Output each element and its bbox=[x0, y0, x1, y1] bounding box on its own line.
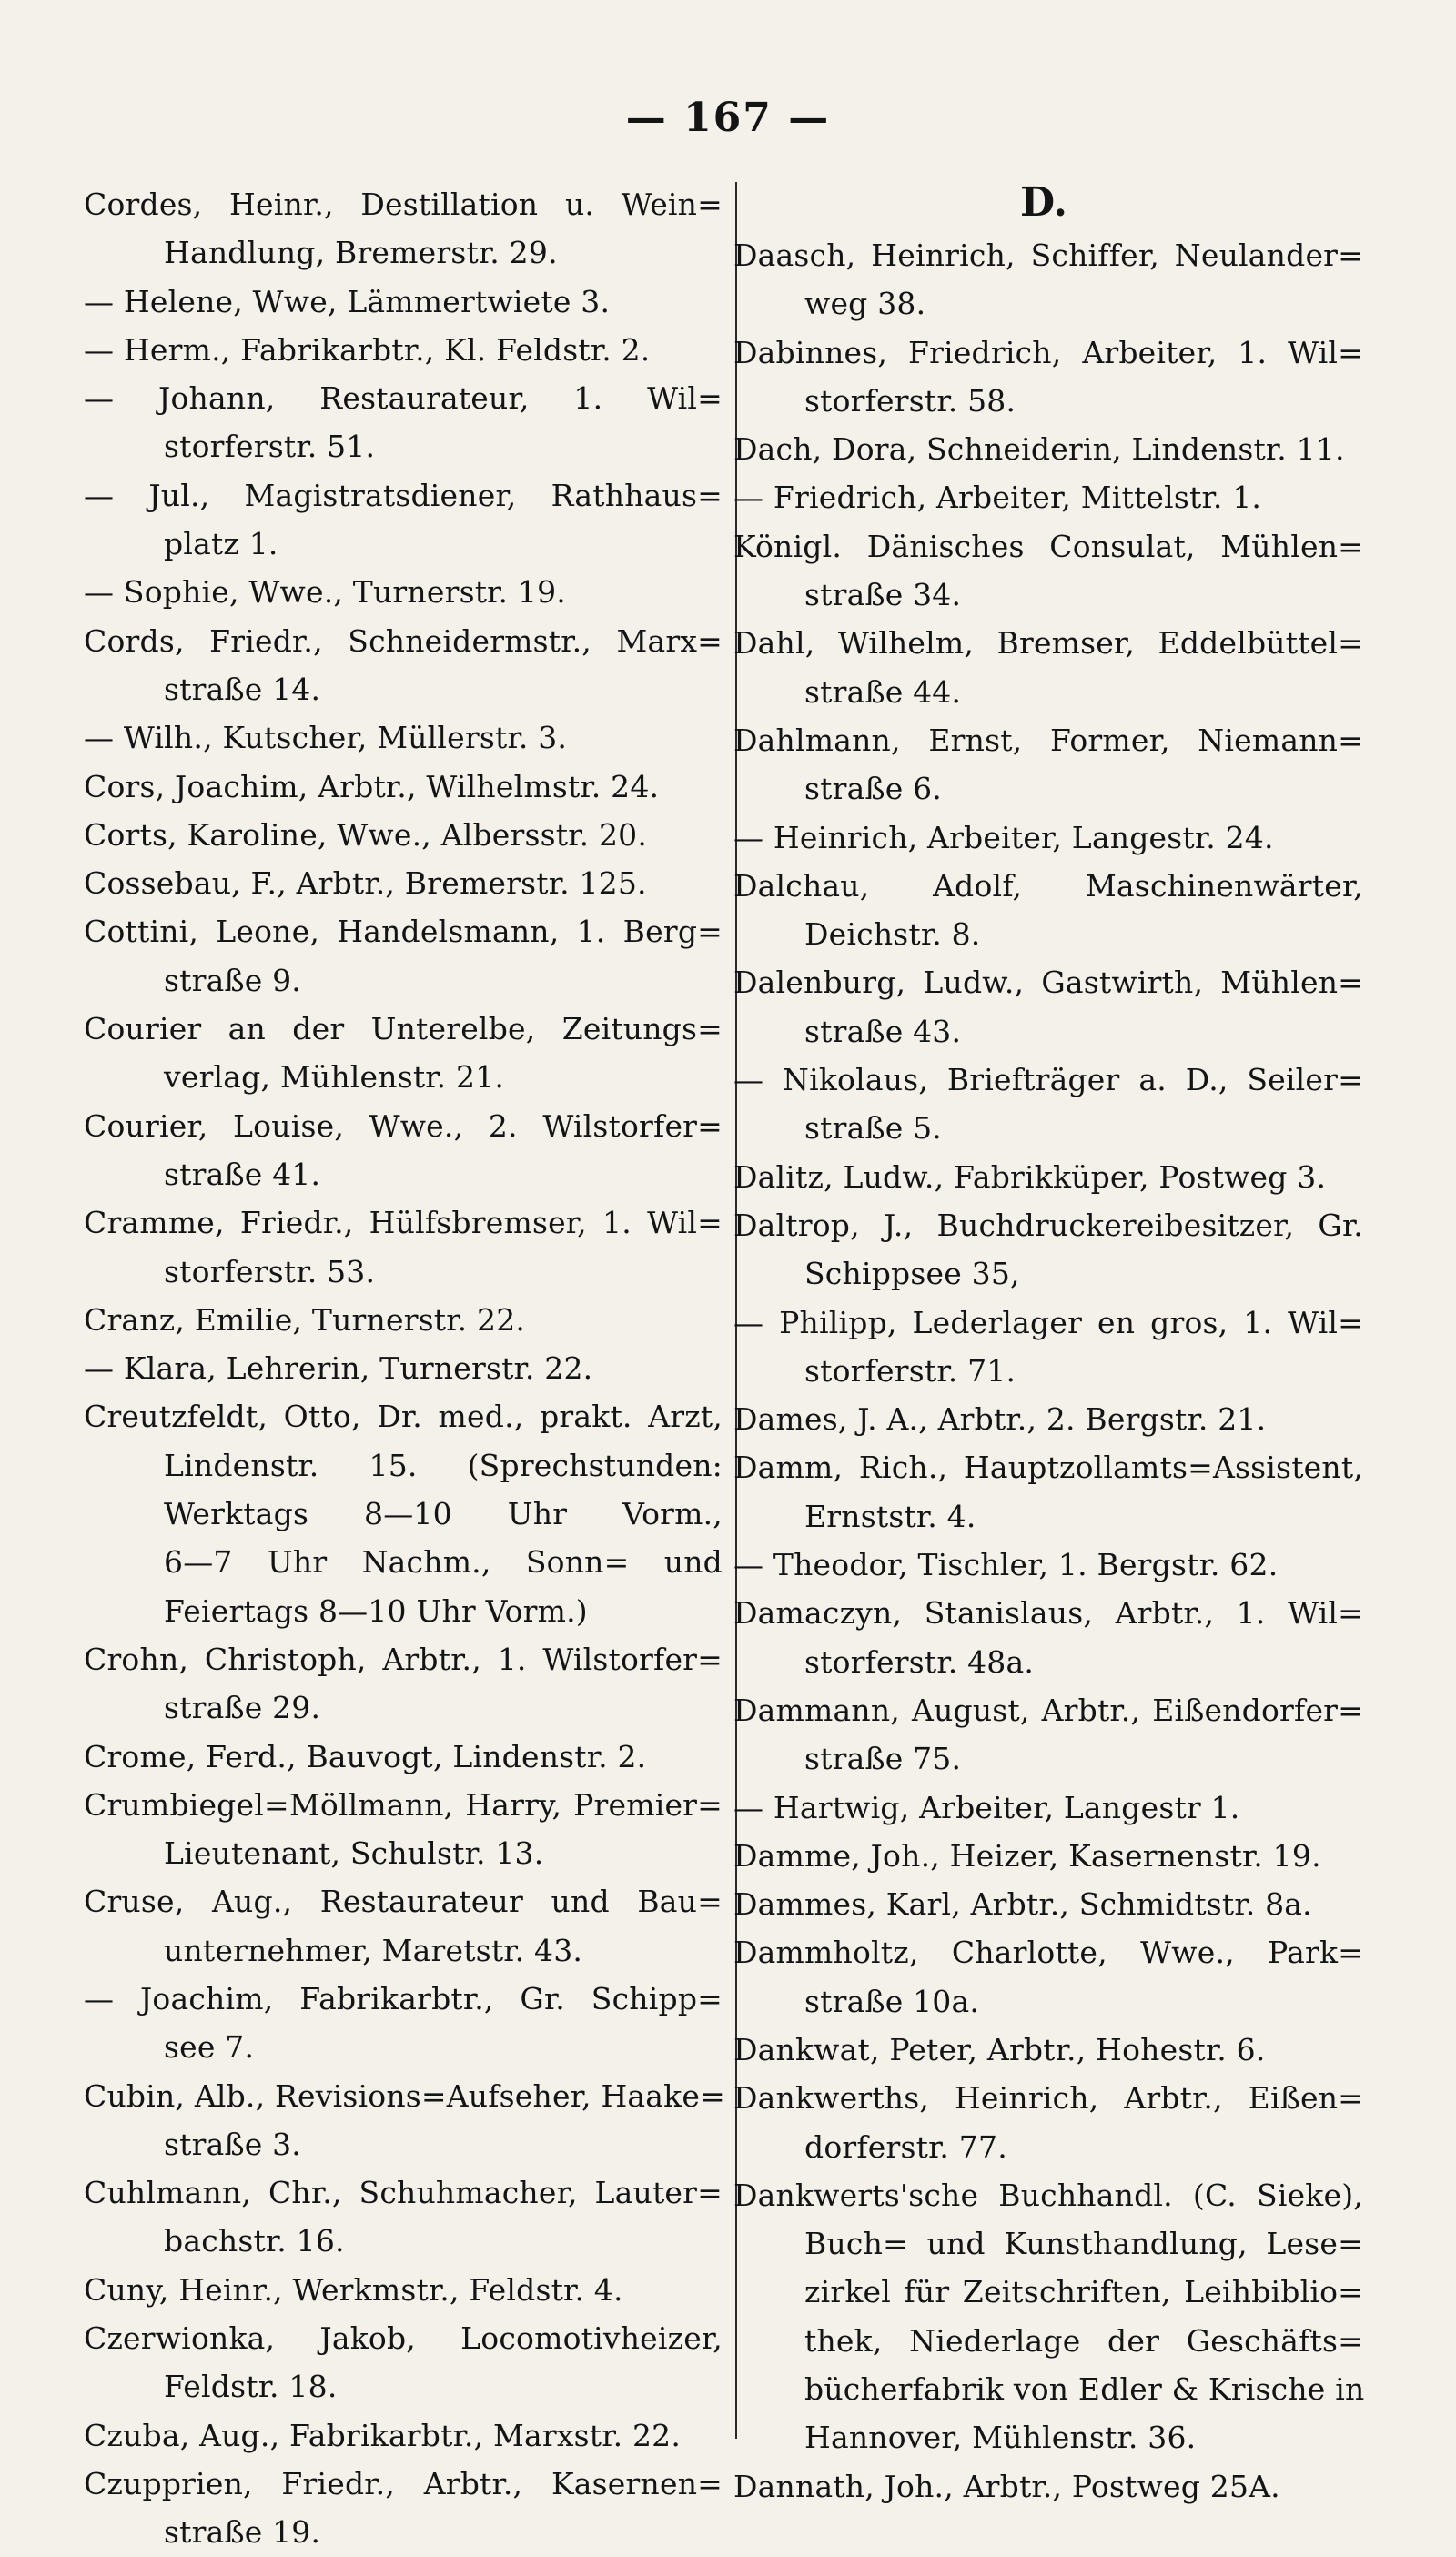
entry-first-line: Dalchau, Adolf, Maschinenwärter, bbox=[733, 867, 1363, 904]
entry-first-line: Cruse, Aug., Restaurateur und Bau= bbox=[84, 1884, 723, 1920]
directory-entry bbox=[724, 814, 1363, 862]
directory-entry bbox=[724, 1153, 1363, 1201]
entry-first-line: Dammholtz, Charlotte, Wwe., Park= bbox=[733, 1935, 1363, 1971]
directory-entry bbox=[724, 2462, 1363, 2511]
directory-entry bbox=[724, 1589, 1363, 1686]
directory-entry bbox=[84, 1102, 723, 1199]
directory-entry bbox=[724, 231, 1363, 328]
directory-entry bbox=[724, 1443, 1363, 1541]
directory-entry bbox=[724, 619, 1363, 716]
entry-first-line: Cords, Friedr., Schneidermstr., Marx= bbox=[84, 622, 723, 659]
directory-entry bbox=[724, 862, 1363, 959]
directory-entry bbox=[84, 374, 723, 471]
entry-continuation-line: storferstr. 48a. bbox=[804, 1643, 1035, 1680]
entry-first-line: Czupprien, Friedr., Arbtr., Kasernen= bbox=[84, 2465, 723, 2501]
directory-entry bbox=[724, 2171, 1363, 2462]
directory-entry bbox=[84, 907, 723, 1005]
entry-continuation-line: straße 10a. bbox=[804, 1983, 980, 2019]
entry-continuation-line: storferstr. 71. bbox=[804, 1352, 1016, 1389]
left-column bbox=[84, 180, 723, 2557]
entry-first-line: — Jul., Magistratsdiener, Rathhaus= bbox=[84, 477, 723, 513]
entry-first-line: Crumbiegel=Möllmann, Harry, Premier= bbox=[84, 1786, 723, 1823]
entry-first-line: Damaczyn, Stanislaus, Arbtr., 1. Wil= bbox=[733, 1595, 1363, 1632]
directory-entry bbox=[724, 522, 1363, 620]
directory-entry bbox=[724, 716, 1363, 814]
directory-entry bbox=[724, 1784, 1363, 1832]
directory-entry bbox=[84, 763, 723, 811]
directory-entry bbox=[724, 1928, 1363, 2026]
entry-first-line: Dammes, Karl, Arbtr., Schmidtstr. 8a. bbox=[733, 1886, 1312, 1923]
entry-continuation-line: Lieutenant, Schulstr. 13. bbox=[164, 1835, 544, 1872]
entry-first-line: Dahl, Wilhelm, Bremser, Eddelbüttel= bbox=[733, 625, 1363, 662]
directory-entry bbox=[84, 2168, 723, 2266]
directory-entry bbox=[84, 617, 723, 714]
entry-first-line: Dalenburg, Ludw., Gastwirth, Mühlen= bbox=[733, 965, 1363, 1001]
directory-entry bbox=[84, 1198, 723, 1296]
entry-continuation-line: Handlung, Bremerstr. 29. bbox=[164, 235, 558, 271]
entry-first-line: Cossebau, F., Arbtr., Bremerstr. 125. bbox=[84, 865, 647, 902]
entry-continuation-line: storferstr. 53. bbox=[164, 1253, 376, 1289]
directory-entry bbox=[724, 1686, 1363, 1784]
directory-entry bbox=[84, 568, 723, 616]
directory-entry bbox=[84, 326, 723, 374]
entry-continuation-line: straße 41. bbox=[164, 1156, 321, 1192]
directory-entry bbox=[84, 859, 723, 907]
entry-continuation-line: Feiertags 8—10 Uhr Vorm.) bbox=[164, 1592, 588, 1629]
directory-entry bbox=[724, 1395, 1363, 1443]
entry-first-line: Dach, Dora, Schneiderin, Lindenstr. 11. bbox=[733, 431, 1345, 468]
directory-entry bbox=[724, 328, 1363, 426]
entry-continuation-line: straße 43. bbox=[804, 1013, 962, 1049]
entry-continuation-line: straße 6. bbox=[804, 771, 942, 807]
directory-entry bbox=[84, 1635, 723, 1733]
letter-heading: D. bbox=[1020, 179, 1067, 226]
directory-entry bbox=[724, 2074, 1363, 2171]
directory-entry bbox=[84, 1877, 723, 1975]
directory-entry bbox=[84, 1296, 723, 1344]
entry-continuation-line: Feldstr. 18. bbox=[164, 2369, 338, 2405]
directory-entry bbox=[724, 1201, 1363, 1299]
entry-first-line: — Theodor, Tischler, 1. Bergstr. 62. bbox=[733, 1547, 1279, 1583]
right-column bbox=[724, 180, 1363, 2511]
entry-first-line: Dankwerths, Heinrich, Arbtr., Eißen= bbox=[733, 2080, 1363, 2117]
entry-continuation-line: straße 14. bbox=[164, 671, 321, 707]
entry-first-line: — Sophie, Wwe., Turnerstr. 19. bbox=[84, 574, 566, 611]
entry-continuation-line: storferstr. 51. bbox=[164, 429, 376, 465]
entry-continuation-line: verlag, Mühlenstr. 21. bbox=[164, 1059, 505, 1096]
entry-continuation-line: 6—7 Uhr Nachm., Sonn= und bbox=[164, 1544, 723, 1581]
entry-continuation-line: straße 75. bbox=[804, 1741, 962, 1777]
directory-entry bbox=[84, 1392, 723, 1634]
entry-first-line: Cottini, Leone, Handelsmann, 1. Berg= bbox=[84, 914, 723, 950]
entry-first-line: — Klara, Lehrerin, Turnerstr. 22. bbox=[84, 1350, 593, 1387]
directory-entry bbox=[84, 278, 723, 326]
entry-first-line: Dahlmann, Ernst, Former, Niemann= bbox=[733, 722, 1363, 758]
directory-entry bbox=[84, 180, 723, 278]
entry-first-line: Courier an der Unterelbe, Zeitungs= bbox=[84, 1011, 723, 1047]
entry-continuation-line: Lindenstr. 15. (Sprechstunden: bbox=[164, 1447, 723, 1483]
directory-entry bbox=[724, 473, 1363, 521]
entry-first-line: Königl. Dänisches Consulat, Mühlen= bbox=[733, 528, 1363, 564]
entry-first-line: Dabinnes, Friedrich, Arbeiter, 1. Wil= bbox=[733, 334, 1363, 370]
directory-entry bbox=[84, 2411, 723, 2460]
directory-entry bbox=[724, 1832, 1363, 1880]
directory-entry bbox=[724, 958, 1363, 1056]
entry-continuation-line: straße 34. bbox=[804, 577, 962, 613]
entry-first-line: — Joachim, Fabrikarbtr., Gr. Schipp= bbox=[84, 1980, 723, 2016]
entry-first-line: — Helene, Wwe, Lämmertwiete 3. bbox=[84, 283, 611, 319]
entry-first-line: Cranz, Emilie, Turnerstr. 22. bbox=[84, 1301, 526, 1338]
entry-continuation-line: Werktags 8—10 Uhr Vorm., bbox=[164, 1496, 723, 1532]
entry-first-line: Creutzfeldt, Otto, Dr. med., prakt. Arzt, bbox=[84, 1399, 723, 1435]
entry-continuation-line: Hannover, Mühlenstr. 36. bbox=[804, 2420, 1197, 2456]
entry-first-line: Daltrop, J., Buchdruckereibesitzer, Gr. bbox=[733, 1207, 1363, 1243]
directory-entry bbox=[84, 1975, 723, 2072]
entry-first-line: Daasch, Heinrich, Schiffer, Neulander= bbox=[733, 238, 1363, 273]
page-number: — 167 — bbox=[625, 95, 831, 141]
entry-continuation-line: thek, Niederlage der Geschäfts= bbox=[804, 2322, 1363, 2359]
entry-first-line: Corts, Karoline, Wwe., Albersstr. 20. bbox=[84, 816, 648, 853]
entry-first-line: Dannath, Joh., Arbtr., Postweg 25A. bbox=[733, 2468, 1280, 2504]
entry-continuation-line: platz 1. bbox=[164, 526, 278, 562]
entry-first-line: Cuny, Heinr., Werkmstr., Feldstr. 4. bbox=[84, 2271, 623, 2308]
entry-first-line: Damme, Joh., Heizer, Kasernenstr. 19. bbox=[733, 1837, 1321, 1874]
entry-continuation-line: Schippsee 35, bbox=[804, 1256, 1020, 1292]
entry-first-line: Dankwerts'sche Buchhandl. (C. Sieke), bbox=[733, 2177, 1363, 2213]
entry-first-line: Cramme, Friedr., Hülfsbremser, 1. Wil= bbox=[84, 1205, 723, 1241]
directory-entry bbox=[724, 2026, 1363, 2074]
directory-entry bbox=[84, 471, 723, 569]
entry-first-line: — Heinrich, Arbeiter, Langestr. 24. bbox=[733, 819, 1274, 855]
entry-continuation-line: bücherfabrik von Edler & Krische in bbox=[804, 2371, 1365, 2408]
entry-continuation-line: see 7. bbox=[164, 2029, 255, 2066]
entry-first-line: Damm, Rich., Hauptzollamts=Assistent, bbox=[733, 1450, 1363, 1486]
entry-first-line: Czerwionka, Jakob, Locomotivheizer, bbox=[84, 2320, 723, 2357]
directory-entry bbox=[84, 2072, 723, 2169]
entry-continuation-line: straße 44. bbox=[804, 673, 962, 710]
entry-first-line: — Herm., Fabrikarbtr., Kl. Feldstr. 2. bbox=[84, 331, 651, 368]
directory-entry bbox=[84, 1781, 723, 1878]
directory-entry bbox=[84, 811, 723, 859]
entry-first-line: Czuba, Aug., Fabrikarbtr., Marxstr. 22. bbox=[84, 2417, 682, 2453]
directory-entry bbox=[724, 1541, 1363, 1589]
directory-entry bbox=[84, 1733, 723, 1781]
entry-continuation-line: Buch= und Kunsthandlung, Lese= bbox=[804, 2226, 1363, 2262]
entry-continuation-line: weg 38. bbox=[804, 286, 926, 322]
entry-continuation-line: straße 9. bbox=[164, 962, 301, 998]
entry-continuation-line: straße 3. bbox=[164, 2126, 301, 2162]
entry-first-line: Courier, Louise, Wwe., 2. Wilstorfer= bbox=[84, 1107, 723, 1144]
directory-entry bbox=[724, 1880, 1363, 1928]
entry-continuation-line: dorferstr. 77. bbox=[804, 2128, 1007, 2165]
entry-continuation-line: Deichstr. 8. bbox=[804, 916, 981, 953]
directory-entry bbox=[724, 425, 1363, 473]
entry-first-line: — Wilh., Kutscher, Müllerstr. 3. bbox=[84, 720, 568, 756]
entry-first-line: Dammann, August, Arbtr., Eißendorfer= bbox=[733, 1692, 1363, 1728]
entry-continuation-line: straße 5. bbox=[804, 1110, 942, 1147]
entry-first-line: Crohn, Christoph, Arbtr., 1. Wilstorfer= bbox=[84, 1641, 723, 1677]
entry-first-line: — Nikolaus, Briefträger a. D., Seiler= bbox=[733, 1062, 1363, 1098]
entry-first-line: Crome, Ferd., Bauvogt, Lindenstr. 2. bbox=[84, 1738, 647, 1774]
entry-first-line: — Hartwig, Arbeiter, Langestr 1. bbox=[733, 1789, 1240, 1825]
entry-continuation-line: zirkel für Zeitschriften, Leihbiblio= bbox=[804, 2274, 1363, 2310]
entry-first-line: — Philipp, Lederlager en gros, 1. Wil= bbox=[733, 1304, 1363, 1340]
entry-continuation-line: Ernststr. 4. bbox=[804, 1498, 976, 1534]
entry-first-line: Dalitz, Ludw., Fabrikküper, Postweg 3. bbox=[733, 1158, 1327, 1195]
directory-entry bbox=[84, 2266, 723, 2314]
entry-first-line: — Johann, Restaurateur, 1. Wil= bbox=[84, 380, 723, 417]
entry-first-line: Dankwat, Peter, Arbtr., Hohestr. 6. bbox=[733, 2031, 1266, 2067]
entry-continuation-line: straße 29. bbox=[164, 1690, 321, 1726]
entry-continuation-line: unternehmer, Maretstr. 43. bbox=[164, 1932, 583, 1968]
entry-first-line: Cuhlmann, Chr., Schuhmacher, Lauter= bbox=[84, 2175, 723, 2211]
directory-entry bbox=[724, 1056, 1363, 1153]
directory-entry bbox=[84, 2314, 723, 2411]
entry-first-line: Cubin, Alb., Revisions=Aufseher, Haake= bbox=[84, 2077, 725, 2114]
entry-continuation-line: storferstr. 58. bbox=[804, 382, 1016, 419]
directory-entry bbox=[84, 1344, 723, 1392]
directory-entry bbox=[84, 2460, 723, 2557]
directory-entry bbox=[724, 1299, 1363, 1396]
directory-entry bbox=[84, 1005, 723, 1102]
entry-continuation-line: straße 19. bbox=[164, 2514, 321, 2551]
entry-first-line: Dames, J. A., Arbtr., 2. Bergstr. 21. bbox=[733, 1401, 1267, 1438]
entry-first-line: — Friedrich, Arbeiter, Mittelstr. 1. bbox=[733, 480, 1262, 516]
entry-first-line: Cordes, Heinr., Destillation u. Wein= bbox=[84, 187, 723, 222]
directory-entry bbox=[84, 713, 723, 762]
entry-first-line: Cors, Joachim, Arbtr., Wilhelmstr. 24. bbox=[84, 768, 660, 804]
entry-continuation-line: bachstr. 16. bbox=[164, 2223, 345, 2259]
